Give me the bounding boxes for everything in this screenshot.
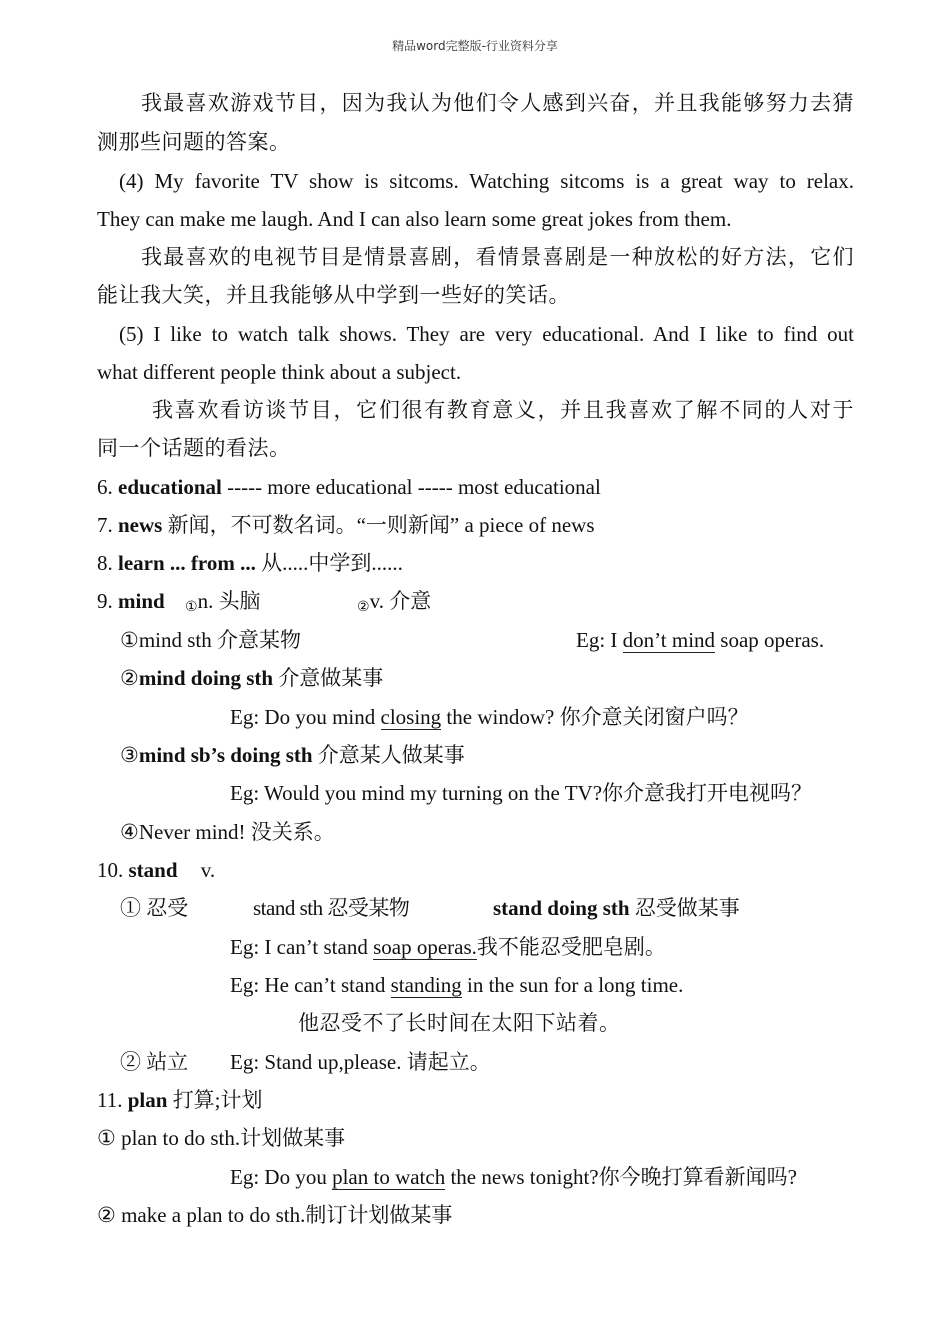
- plan-usage-1-example: [230, 1162, 797, 1192]
- paragraph-3-zh-line-1: 我最喜欢游戏节目，因为我认为他们令人感到兴奋，并且我能够努力去猜: [141, 91, 854, 115]
- paragraph-5-zh-line-2: 同一个话题的看法。: [97, 436, 291, 460]
- mind-usage-2: [120, 663, 383, 693]
- mind-usage-1: ①mind sth 介意某物: [120, 628, 302, 652]
- underlined-phrase: closing: [380, 705, 442, 729]
- stand-meaning-1: ① 忍受: [120, 896, 189, 920]
- stand-example-2: [230, 970, 683, 1000]
- example-text: Eg: Do you mind: [230, 705, 381, 729]
- paragraph-3-zh-line-2: 测那些问题的答案。: [97, 130, 291, 154]
- paragraph-5-en-line-1: (5) I like to watch talk shows. They are very educational. And I like to find out: [119, 322, 854, 346]
- item-number: 7.: [97, 513, 113, 537]
- paragraph-4-en-line-1: (4) My favorite TV show is sitcoms. Watching sitcoms is a great way to relax.: [119, 169, 854, 193]
- mind-usage-3: [120, 740, 465, 770]
- usage-text: 介意做某事: [273, 666, 384, 690]
- item-number: 10.: [97, 858, 124, 882]
- example-text: 我不能忍受肥皂剧。: [476, 935, 666, 959]
- page-header: 精品word完整版-行业资料分享: [392, 39, 558, 53]
- paragraph-5-zh-line-1: 我喜欢看访谈节目，它们很有教育意义，并且我喜欢了解不同的人对于: [152, 398, 854, 422]
- stand-meaning-2: ② 站立: [120, 1050, 189, 1074]
- paragraph-4-en-line-2: They can make me laugh. And I can also learn some great jokes from them.: [97, 207, 732, 231]
- item-11: [97, 1085, 263, 1115]
- keyword: learn ... from ...: [118, 551, 256, 575]
- part-of-speech: v.: [200, 858, 216, 882]
- stand-meaning-2-example: Eg: Stand up,please. 请起立。: [230, 1050, 491, 1074]
- item-7: [97, 510, 595, 540]
- item-10: [97, 855, 215, 885]
- item-number: 9.: [97, 589, 113, 613]
- keyword: stand: [128, 858, 178, 882]
- meaning-text: v. 介意: [369, 589, 432, 613]
- paragraph-4-zh-line-1: 我最喜欢的电视节目是情景喜剧，看情景喜剧是一种放松的好方法，它们: [141, 245, 854, 269]
- circled-number: ②: [120, 666, 139, 690]
- item-6: [97, 472, 601, 502]
- mind-meaning-2: [357, 586, 431, 620]
- mind-usage-1-example: [576, 625, 824, 655]
- circled-number: ③: [120, 743, 139, 767]
- underlined-phrase: standing: [390, 973, 462, 997]
- stand-example-1: [230, 932, 666, 962]
- underlined-phrase: soap operas.: [373, 935, 477, 959]
- mind-meaning-1: [185, 586, 261, 620]
- example-text: soap operas.: [715, 628, 825, 652]
- item-text: 从.....中学到......: [255, 551, 403, 575]
- underlined-phrase: plan to watch: [332, 1165, 446, 1189]
- meaning-text: n. 头脑: [197, 589, 261, 613]
- circled-number: ②: [357, 600, 370, 615]
- underlined-phrase: don’t mind: [622, 628, 716, 652]
- item-number: 8.: [97, 551, 113, 575]
- plan-usage-1: ① plan to do sth.计划做某事: [97, 1126, 346, 1150]
- stand-usage-b: [493, 893, 740, 923]
- usage-text: 介意某人做某事: [312, 743, 465, 767]
- keyword: stand doing sth: [493, 896, 630, 920]
- item-8: [97, 548, 403, 578]
- keyword: educational: [118, 475, 222, 499]
- example-text: in the sun for a long time.: [461, 973, 684, 997]
- paragraph-5-en-line-2: what different people think about a subject.: [97, 360, 462, 384]
- example-text: Eg: He can’t stand: [230, 973, 391, 997]
- item-number: 11.: [97, 1088, 123, 1112]
- item-9: [97, 586, 165, 616]
- item-text: ----- more educational ----- most educational: [221, 475, 601, 499]
- example-text: Eg: I: [576, 628, 623, 652]
- paragraph-4-zh-line-2: 能让我大笑，并且我能够从中学到一些好的笑话。: [97, 283, 570, 307]
- keyword: mind sb’s doing sth: [138, 743, 313, 767]
- mind-usage-2-example: [230, 702, 749, 732]
- mind-usage-3-example: Eg: Would you mind my turning on the TV?你介意我打开电视吗？: [230, 781, 813, 805]
- keyword: mind doing sth: [138, 666, 274, 690]
- stand-example-2-translation: 他忍受不了长时间在太阳下站着。: [298, 1011, 621, 1035]
- keyword: mind: [118, 589, 165, 613]
- mind-usage-4: ④Never mind! 没关系。: [120, 820, 335, 844]
- example-text: the window? 你介意关闭窗户吗？: [441, 705, 749, 729]
- item-text: 新闻，不可数名词。“一则新闻” a piece of news: [162, 513, 595, 537]
- item-text: 打算;计划: [167, 1088, 263, 1112]
- example-text: Eg: I can’t stand: [230, 935, 374, 959]
- usage-text: 忍受做某事: [629, 896, 740, 920]
- example-text: Eg: Do you: [230, 1165, 333, 1189]
- example-text: the news tonight?你今晚打算看新闻吗?: [445, 1165, 797, 1189]
- keyword: news: [118, 513, 163, 537]
- keyword: plan: [127, 1088, 168, 1112]
- item-number: 6.: [97, 475, 113, 499]
- stand-usage-a: stand sth 忍受某物: [253, 896, 410, 920]
- circled-number: ①: [185, 600, 198, 615]
- plan-usage-2: ② make a plan to do sth.制订计划做某事: [97, 1203, 453, 1227]
